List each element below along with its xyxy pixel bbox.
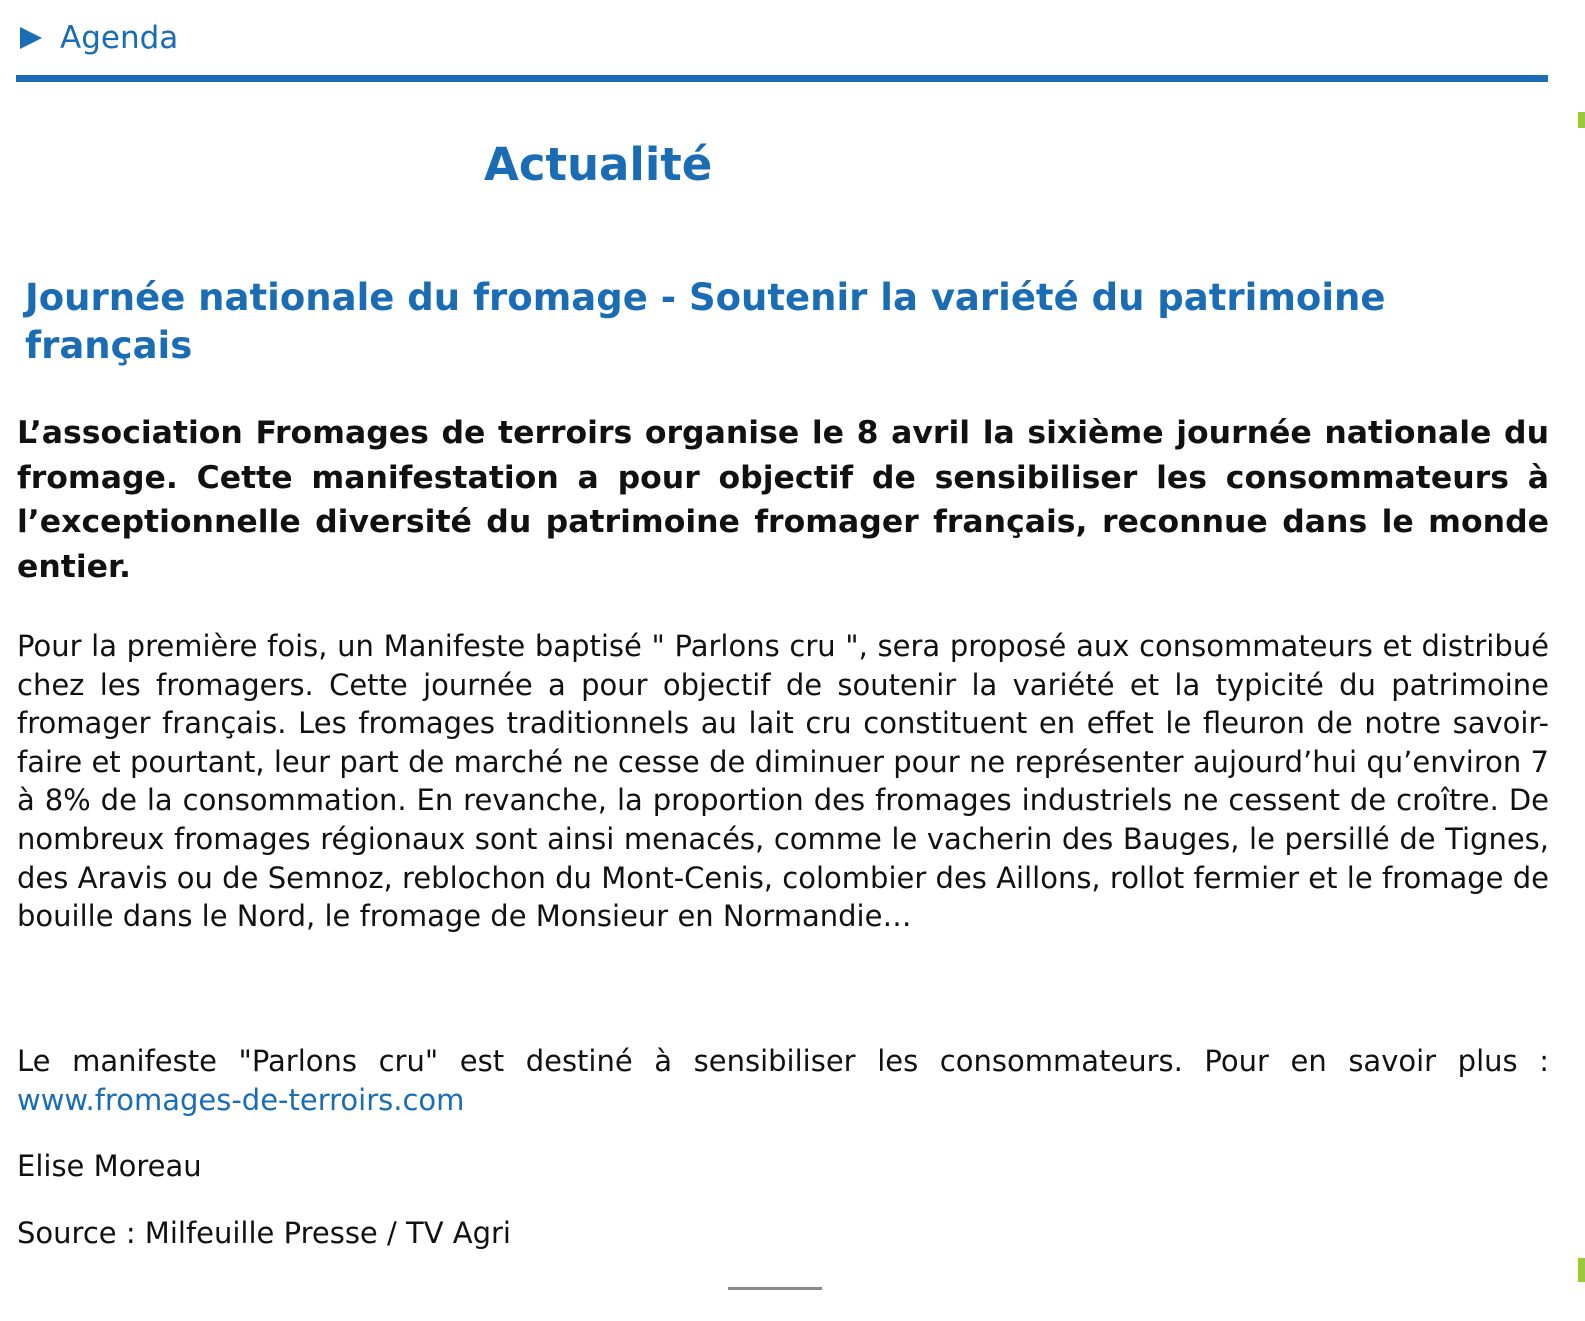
article-title: Journée nationale du fromage - Soutenir la variété du patrimoine français: [25, 276, 1386, 367]
source-credit: Source : Milfeuille Presse / TV Agri: [17, 1216, 511, 1250]
website-link[interactable]: www.fromages-de-terroirs.com: [17, 1082, 465, 1117]
section-title: Actualité: [484, 138, 713, 191]
bottom-divider: [728, 1287, 822, 1290]
agenda-link[interactable]: [18, 20, 178, 56]
agenda-label: Agenda: [60, 20, 179, 56]
article-paragraph-with-link: [17, 1042, 1549, 1119]
author-name: Elise Moreau: [17, 1149, 202, 1183]
play-arrow-icon: [18, 25, 44, 51]
top-navigation: [16, 18, 1548, 82]
edge-marker-top: [1578, 112, 1585, 128]
article-paragraph: Pour la première fois, un Manifeste baptisé " Parlons cru ", sera proposé aux consommateurs et distribué chez les fromagers. Cette journée a pour objectif de soutenir la variété et la typicité du patrimoine fromager français. Les fromages traditionnels au lait cru constituent en effet le fleuron de notre savoir-faire et pourtant, leur part de marché ne cesse de diminuer pour ne représenter aujourd’hui qu’environ 7 à 8% de la consommation. En revanche, la proportion des fromages industriels ne cessent de croître. De nombreux fromages régionaux sont ainsi menacés, comme le vacherin des Bauges, le persillé de Tignes, des Aravis ou de Semnoz, reblochon du Mont-Cenis, colombier des Aillons, rollot fermier et le fromage de bouille dans le Nord, le fromage de Monsieur en Normandie…: [17, 629, 1549, 934]
paragraph-text: Le manifeste "Parlons cru" est destiné à sensibiliser les consommateurs. Pour en savoir plus :: [17, 1044, 1549, 1078]
article-lead: L’association Fromages de terroirs organise le 8 avril la sixième journée nationale du fromage. Cette manifestation a pour objectif de sensibiliser les consommateurs à l’exceptionnelle diversité du patrimoine fromager français, reconnue dans le monde entier.: [17, 415, 1549, 585]
edge-marker-bottom: [1578, 1258, 1585, 1282]
